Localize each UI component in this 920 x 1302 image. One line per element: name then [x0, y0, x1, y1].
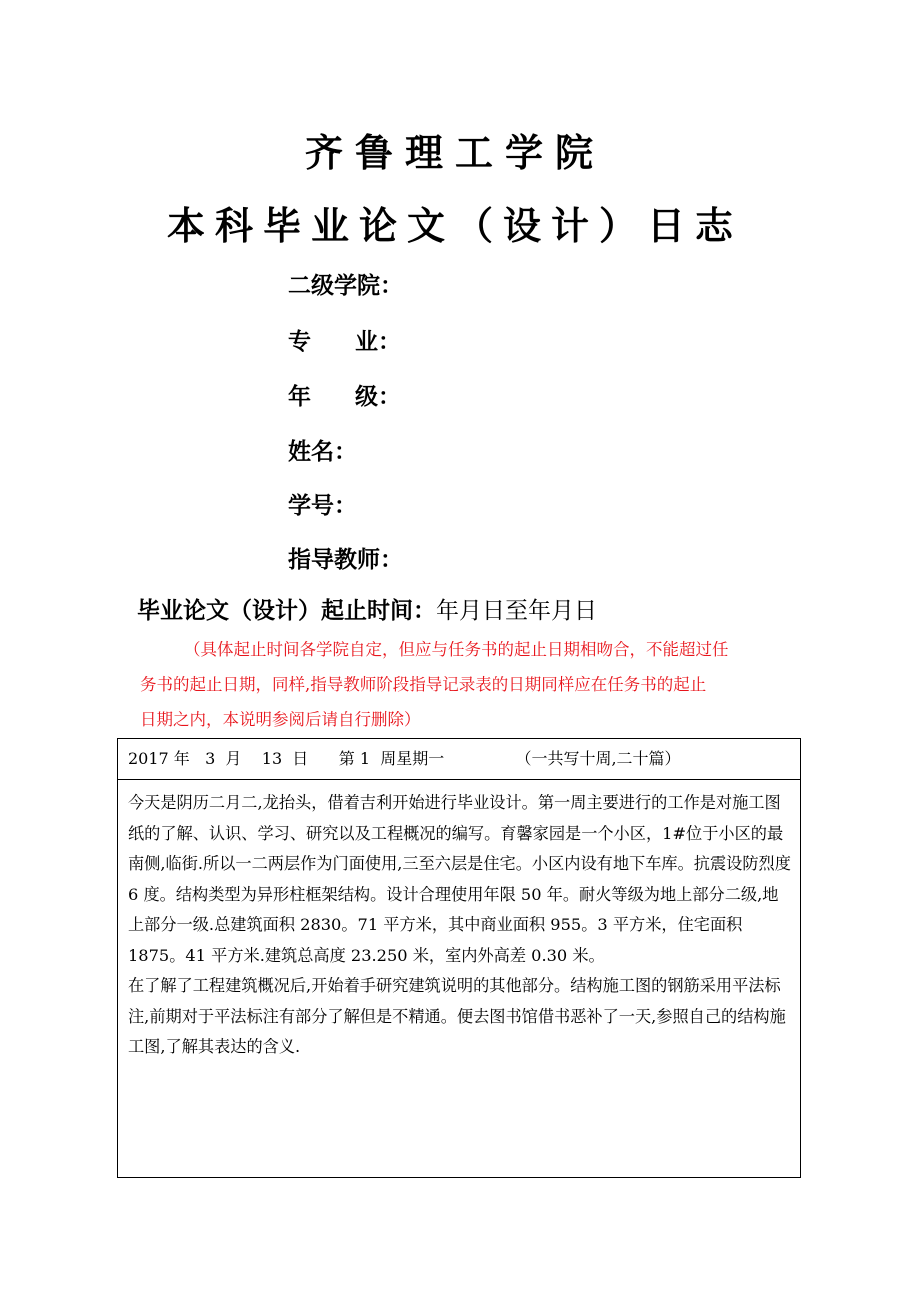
major-label-part1: 专 [288, 329, 311, 355]
advisor-field-label: 指导教师： [288, 547, 403, 573]
log-entry-table [117, 738, 801, 1178]
grade-label-part1: 年 [288, 384, 311, 410]
thesis-period-label: 毕业论文（设计）起止时间： [137, 598, 436, 624]
log-entry-content [118, 780, 800, 1063]
student-id-field-label: 学号： [288, 493, 357, 519]
log-entry-paragraph: 在了解了工程建筑概况后,开始着手研究建筑说明的其他部分。结构施工图的钢筋采用平法标注,前期对于平法标注有部分了解但是不精通。便去图书馆借书恶补了一天,参照自己的结构施工图,了解其表达的含义. [128, 976, 786, 1056]
thesis-period [137, 592, 597, 625]
thesis-period-value: 年月日至年月日 [436, 598, 597, 624]
instruction-note-line: （具体起止时间各学院自定，但应与任务书的起止日期相吻合，不能超过任 [184, 640, 729, 659]
grade-label-part2: 级： [355, 384, 401, 410]
school-name: 齐鲁理工学院 [304, 131, 605, 175]
instruction-note-line: 务书的起止日期，同样,指导教师阶段指导记录表的日期同样应在任务书的起止 [140, 675, 707, 694]
name-field-label: 姓名： [288, 439, 357, 465]
log-entry-paragraph: 今天是阴历二月二,龙抬头，借着吉利开始进行毕业设计。第一周主要进行的工作是对施工图纸的了解、认识、学习、研究以及工程概况的编写。育馨家园是一个小区，1#位于小区的最南侧,临街.所以一二两层作为门面使用,三至六层是住宅。小区内设有地下车库。抗震设防烈度 6 度。结构类型为异形柱框架结构。设计合理使用年限 50 年。耐火等级为地上部分二级,地上部分一级.总建筑面积 2830。71 平方米，其中商业面积 955。3 平方米，住宅面积 1875。41 平方米.建筑总高度 23.250 米，室内外高差 0.30 米。 [128, 793, 791, 965]
log-entry-date: 2017 年 3 月 13 日 第 1 周星期一 （一共写十周,二十篇） [118, 739, 800, 780]
grade-field-label [288, 378, 401, 411]
document-title: 本科毕业论文（设计）日志 [166, 204, 743, 248]
college-field-label: 二级学院： [288, 273, 403, 299]
major-field-label [288, 323, 401, 356]
instruction-note-line: 日期之内，本说明参阅后请自行删除） [140, 710, 421, 729]
major-label-part2: 业： [355, 329, 401, 355]
instruction-note [140, 632, 800, 737]
